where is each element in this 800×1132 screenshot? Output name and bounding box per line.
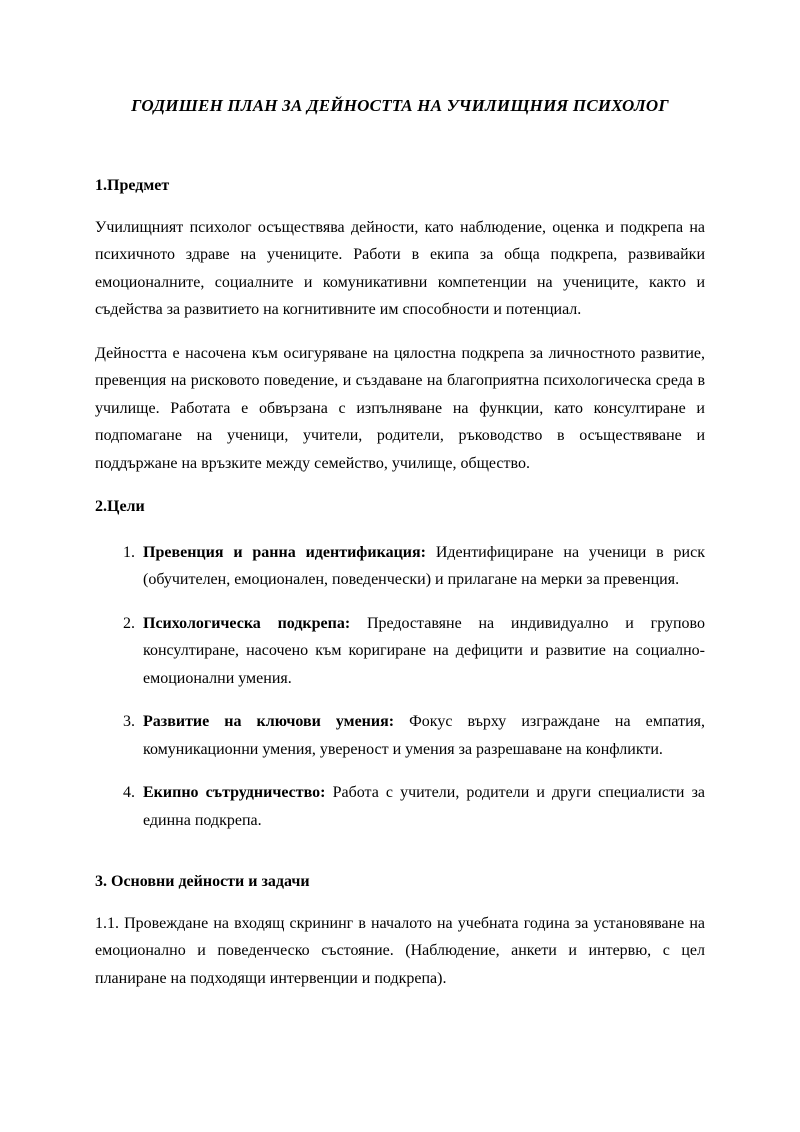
goal-item-2-text: Предоставяне на индивидуално и групово консултиране, насочено към коригиране на дефицити и развитие на социално-емоционални умения. [143,614,705,687]
goal-item-4-label: Екипно сътрудничество: [143,784,326,801]
goal-item-3-number: 3. [123,713,135,730]
goals-list [95,539,705,835]
goal-item-4-text: Работа с учители, родители и други специалисти за единна подкрепа. [143,784,706,829]
goal-item-4-body [143,779,705,834]
activities-paragraph-1-1: 1.1. Провеждане на входящ скрининг в началото на учебната година за установяване на емоционално и поведенческо състояние. (Наблюдение, анкети и интервю, с цел планиране на подходящи интервенции и подкрепа). [95,914,705,987]
section-goals-heading: 2.Цели [95,498,145,515]
goal-item-1-body [143,539,705,594]
section-activities-heading: 3. Основни дейности и задачи [95,873,310,890]
goal-item-1-number: 1. [123,543,135,561]
goal-item-4-number: 4. [123,784,135,801]
subject-paragraph-1: Училищният психолог осъществява дейности, като наблюдение, оценка и подкрепа на психичното здраве на учениците. Работи в екипа за обща подкрепа, развивайки емоционалните, социалните и комуникативни компетенции на учениците, както и съдейства за развитието на когнитивните им способности и потенциал. [95,218,705,318]
goal-item-1-text: Идентифициране на ученици в риск (обучителен, емоционален, поведенчески) и прилагане на мерки за превенция. [143,543,705,588]
goal-item-3-body [143,708,705,763]
goal-item-3-label: Развитие на ключови умения: [143,713,395,730]
goal-item-2-number: 2. [123,614,135,632]
goal-item-2-body [143,610,705,693]
goal-item-2 [123,610,705,693]
goal-item-4 [123,779,705,834]
goal-item-2-label: Психологическа подкрепа: [143,614,351,632]
document-title: ГОДИШЕН ПЛАН ЗА ДЕЙНОСТТА НА УЧИЛИЩНИЯ ПСИХОЛОГ [131,96,669,115]
goal-item-1-label: Превенция и ранна идентификация: [143,543,426,561]
section-subject-heading: 1.Предмет [95,177,170,194]
goal-item-3 [123,708,705,763]
subject-paragraph-2: Дейността е насочена към осигуряване на цялостна подкрепа за личностното развитие, превенция на рисковото поведение, и създаване на благоприятна психологическа среда в училище. Работата е обвързана с изпълняване на функции, като консултиране и подпомагане на ученици, учители, родители, ръководство в осъществяване и поддържане на връзките между семейство, училище, общество. [95,344,705,472]
goal-item-1 [123,539,705,594]
goal-item-3-text: Фокус върху изграждане на емпатия, комуникационни умения, увереност и умения за разрешаване на конфликти. [143,713,706,758]
